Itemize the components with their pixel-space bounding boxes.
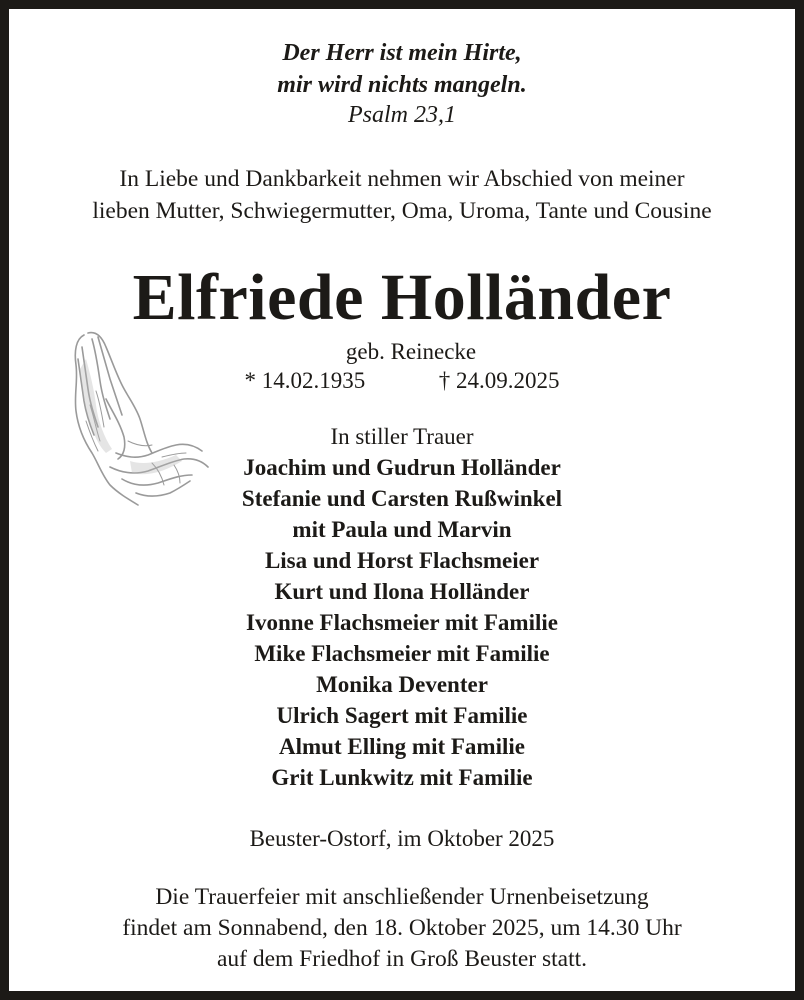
- praying-hands-icon: [66, 329, 216, 519]
- verse-reference: Psalm 23,1: [348, 102, 456, 128]
- intro-line-2: lieben Mutter, Schwiegermutter, Oma, Uroma, Tante und Cousine: [92, 198, 712, 224]
- birth-name: geb. Reinecke: [345, 339, 477, 364]
- verse-line-1: Der Herr ist mein Hirte,: [282, 40, 522, 66]
- mourner-entry: Grit Lunkwitz mit Familie: [271, 765, 533, 790]
- mourners-heading: In stiller Trauer: [330, 424, 474, 449]
- mourner-entry: Lisa und Horst Flachsmeier: [264, 548, 540, 573]
- death-date: † 24.09.2025: [438, 368, 560, 393]
- mourner-entry: Mike Flachsmeier mit Familie: [254, 641, 550, 666]
- verse-line-2: mir wird nichts mangeln.: [277, 72, 527, 98]
- obituary-content: [18, 18, 786, 982]
- mourner-entry: Almut Elling mit Familie: [279, 734, 525, 759]
- mourner-entry: Stefanie und Carsten Rußwinkel: [241, 486, 563, 511]
- mourner-entry: mit Paula und Marvin: [292, 517, 512, 542]
- mourner-entry: Monika Deventer: [316, 672, 488, 697]
- service-line-1: Die Trauerfeier mit anschließender Urnenbeisetzung: [155, 884, 649, 910]
- intro-line-1: In Liebe und Dankbarkeit nehmen wir Abschied von meiner: [119, 166, 685, 192]
- service-line-2: findet am Sonnabend, den 18. Oktober 2025, um 14.30 Uhr: [122, 915, 682, 941]
- mourner-entry: Joachim und Gudrun Holländer: [243, 455, 561, 480]
- deceased-name: Elfriede Holländer: [132, 261, 672, 334]
- mourner-entry: Ivonne Flachsmeier mit Familie: [246, 610, 558, 635]
- mourner-entry: Kurt und Ilona Holländer: [274, 579, 530, 604]
- service-line-3: auf dem Friedhof in Groß Beuster statt.: [216, 946, 588, 972]
- place-and-date: Beuster-Ostorf, im Oktober 2025: [249, 826, 555, 851]
- birth-date: * 14.02.1935: [244, 368, 366, 393]
- mourner-entry: Ulrich Sagert mit Familie: [276, 703, 528, 728]
